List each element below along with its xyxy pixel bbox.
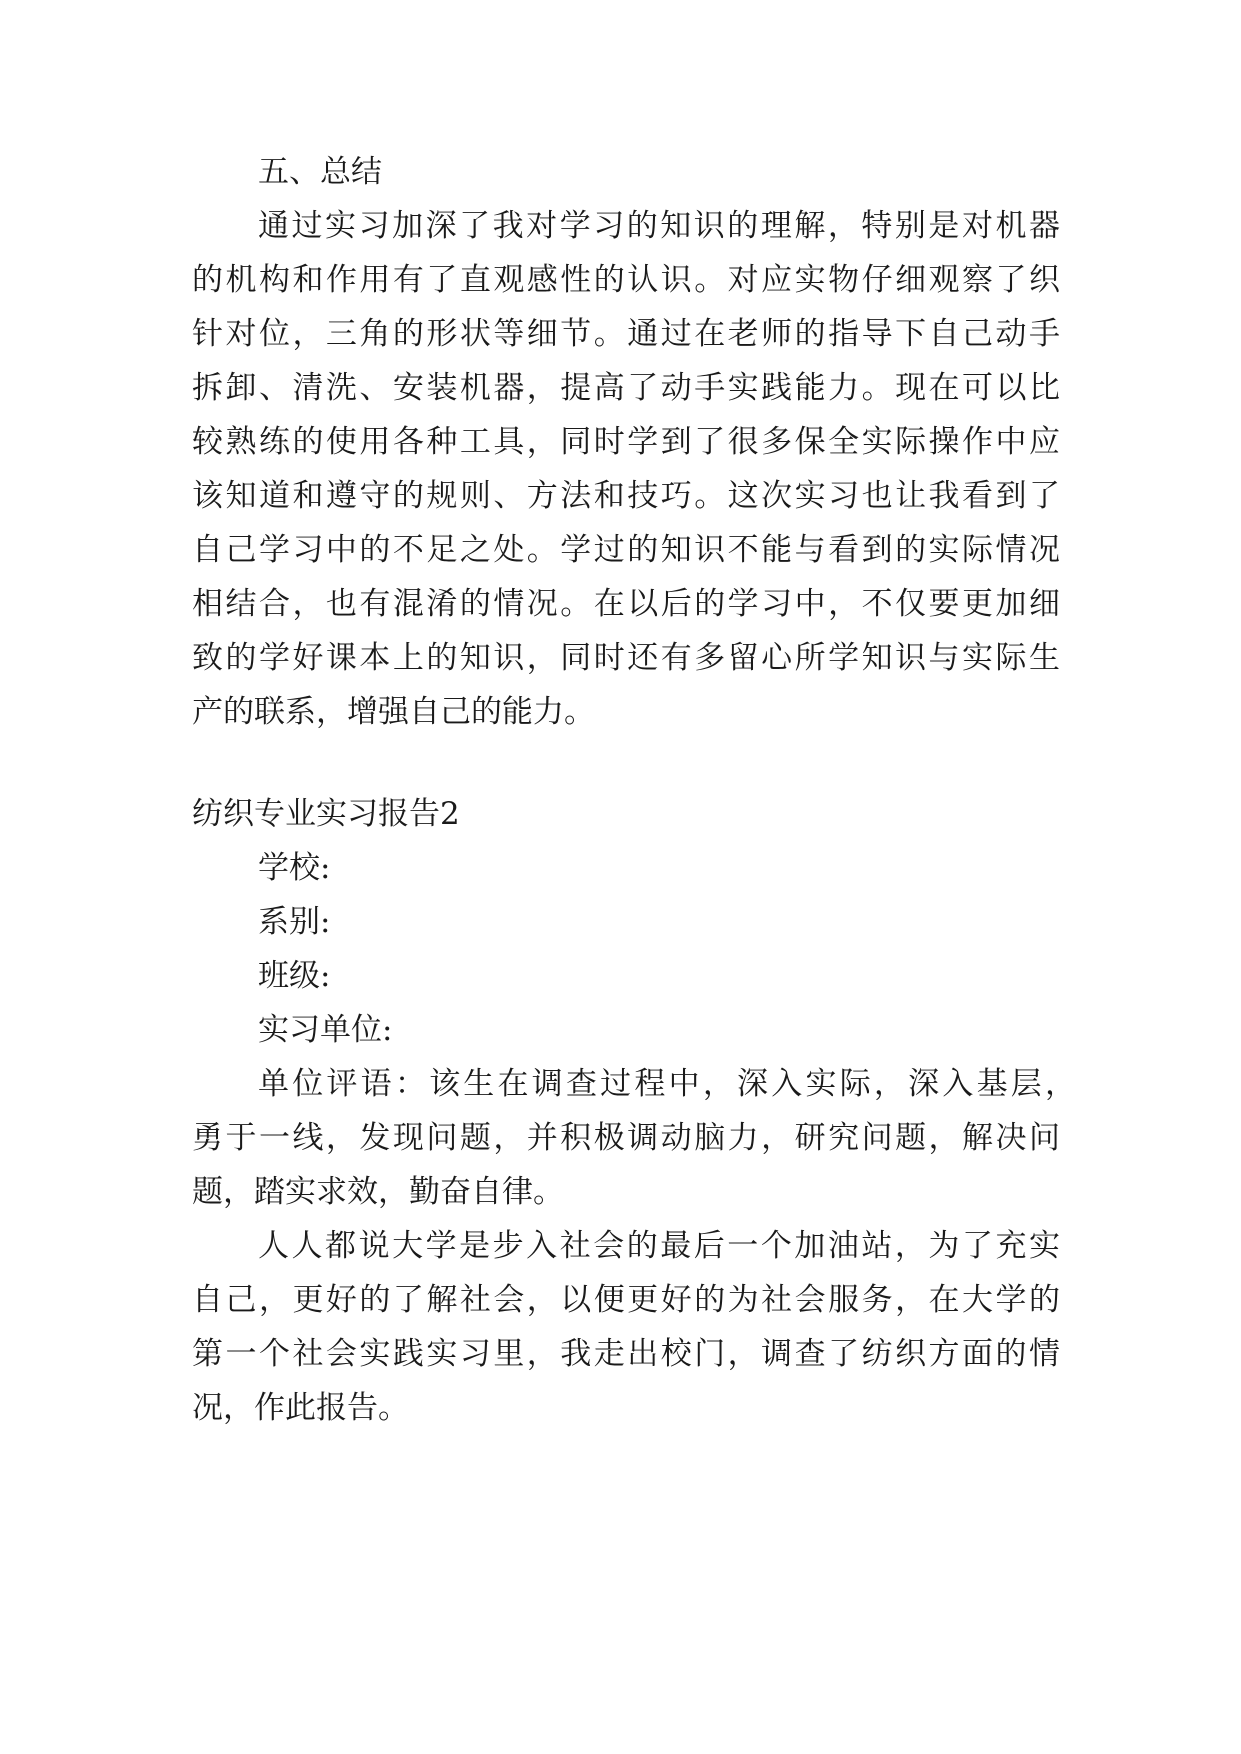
paragraph-line: 拆卸、清洗、安装机器，提高了动手实践能力。现在可以比 [192, 370, 1060, 406]
paragraph-line: 致的学好课本上的知识，同时还有多留心所学知识与实际生 [192, 640, 1060, 676]
paragraph-line: 自己学习中的不足之处。学过的知识不能与看到的实际情况 [192, 532, 1060, 568]
field-school: 学校: [258, 850, 331, 886]
paragraph-line: 相结合，也有混淆的情况。在以后的学习中，不仅要更加细 [192, 586, 1060, 622]
comment-line: 勇于一线，发现问题，并积极调动脑力，研究问题，解决问 [192, 1120, 1060, 1156]
paragraph-line: 产的联系，增强自己的能力。 [192, 694, 595, 730]
paragraph-line: 较熟练的使用各种工具，同时学到了很多保全实际操作中应 [192, 424, 1060, 460]
intro-line: 自己，更好的了解社会，以便更好的为社会服务，在大学的 [192, 1282, 1060, 1318]
comment-line: 题，踏实求效，勤奋自律。 [192, 1174, 564, 1210]
comment-line: 单位评语：该生在调查过程中，深入实际，深入基层， [258, 1066, 1076, 1102]
field-department: 系别: [258, 904, 331, 940]
paragraph-line: 该知道和遵守的规则、方法和技巧。这次实习也让我看到了 [192, 478, 1060, 514]
report-title: 纺织专业实习报告2 [192, 796, 460, 832]
intro-line: 人人都说大学是步入社会的最后一个加油站，为了充实 [258, 1228, 1060, 1264]
field-class: 班级: [258, 958, 331, 994]
paragraph-line: 通过实习加深了我对学习的知识的理解，特别是对机器 [258, 208, 1060, 244]
paragraph-line: 针对位，三角的形状等细节。通过在老师的指导下自己动手 [192, 316, 1060, 352]
intro-line: 第一个社会实践实习里，我走出校门，调查了纺织方面的情 [192, 1336, 1060, 1372]
section-heading: 五、总结 [258, 154, 382, 190]
intro-line: 况，作此报告。 [192, 1390, 409, 1426]
field-internship-unit: 实习单位: [258, 1012, 393, 1048]
paragraph-line: 的机构和作用有了直观感性的认识。对应实物仔细观察了织 [192, 262, 1060, 298]
